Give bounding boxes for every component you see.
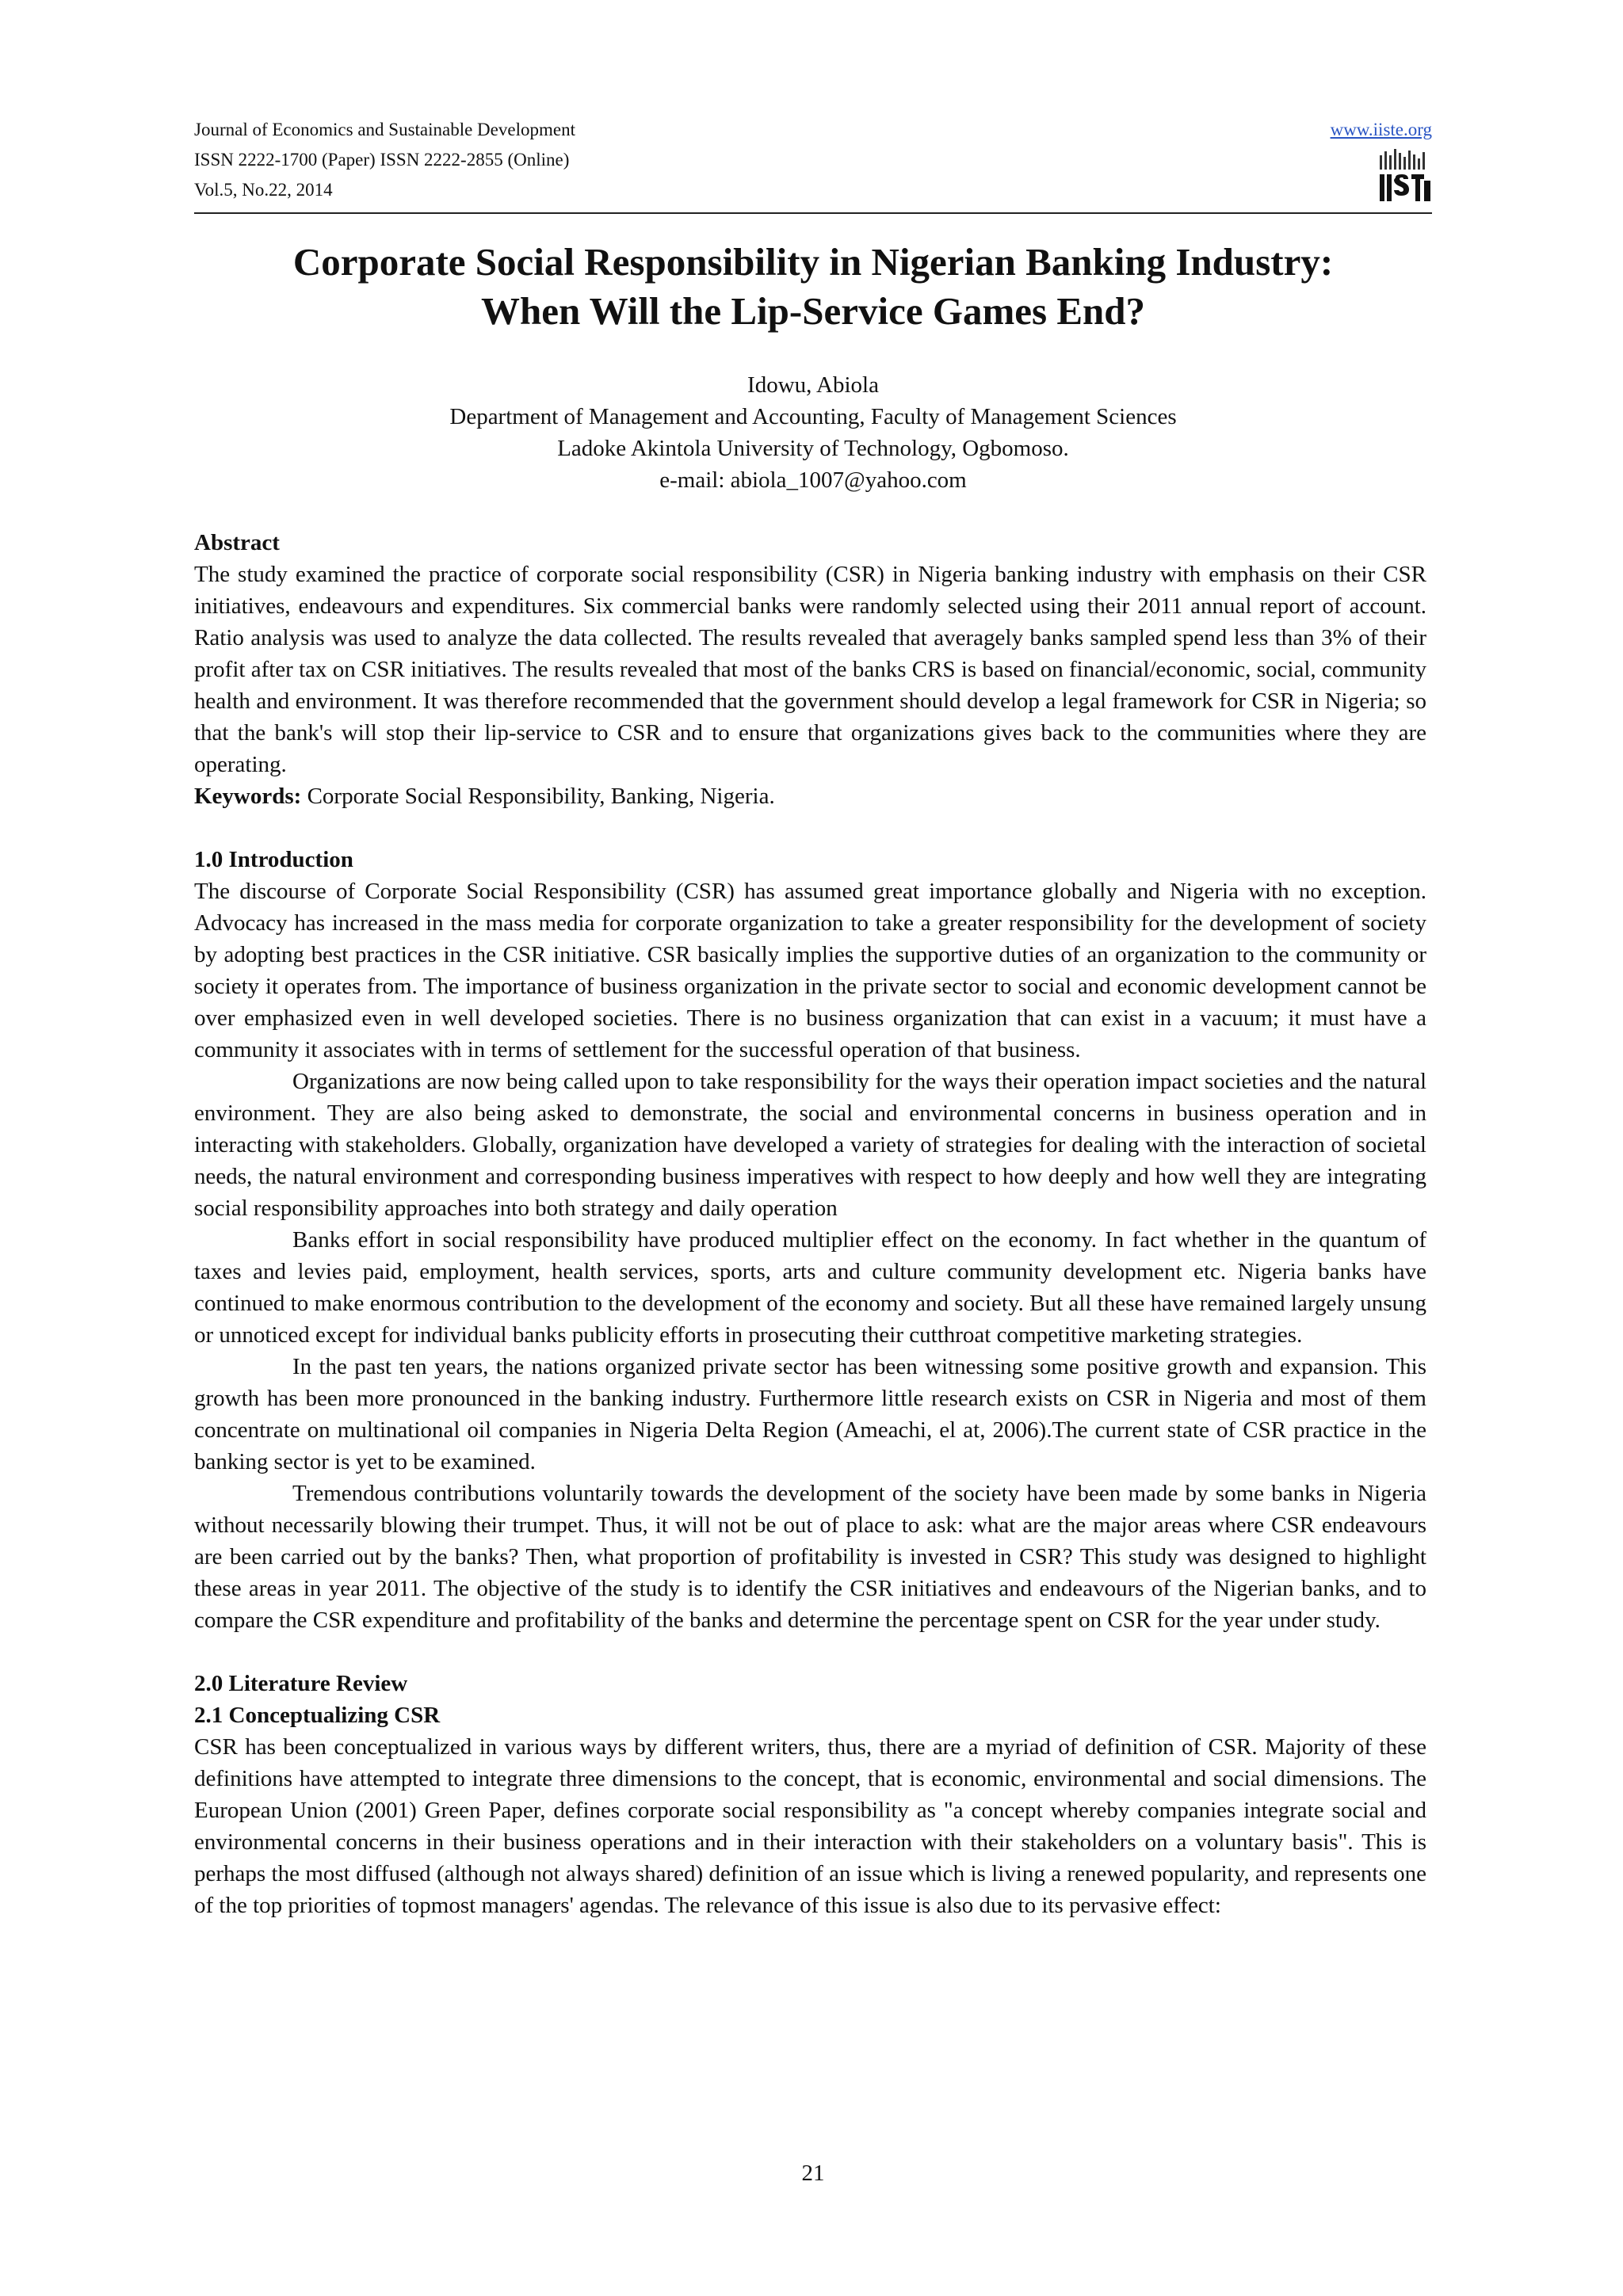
literature-heading: 2.0 Literature Review <box>194 1671 408 1696</box>
journal-issn: ISSN 2222-1700 (Paper) ISSN 2222-2855 (Online) <box>194 150 570 170</box>
journal-header <box>194 115 1432 205</box>
author-email: e-mail: abiola_1007@yahoo.com <box>659 467 967 493</box>
keywords-label: Keywords: <box>194 784 302 809</box>
author-department: Department of Management and Accounting, Faculty of Management Sciences <box>449 404 1177 429</box>
title-line-2: When Will the Lip-Service Games End? <box>480 289 1146 333</box>
paper-title <box>194 238 1432 336</box>
keywords-line <box>194 780 1426 812</box>
introduction-paragraph: Tremendous contributions voluntarily towards the development of the society have been made by some banks in Nigeria without necessarily blowing their trumpet. Thus, it will not be out of place to ask: what are the major areas where CSR endeavours are been carried out by the banks? Then, what proportion of profitability is invested in CSR? This study was designed to highlight these areas in year 2011. The objective of the study is to identify the CSR initiatives and endeavours of the Nigerian banks, and to compare the CSR expenditure and profitability of the banks and determine the percentage spent on CSR for the year under study. <box>194 1481 1426 1633</box>
journal-url-link[interactable]: www.iiste.org <box>1330 120 1432 139</box>
keywords-text: Corporate Social Responsibility, Banking, Nigeria. <box>301 784 775 809</box>
journal-name: Journal of Economics and Sustainable Development <box>194 120 575 139</box>
iiste-logo-icon <box>1377 149 1432 204</box>
title-line-1: Corporate Social Responsibility in Nigerian Banking Industry: <box>292 240 1334 284</box>
literature-subheading: 2.1 Conceptualizing CSR <box>194 1703 441 1728</box>
author-block <box>194 369 1432 496</box>
introduction-paragraph: Organizations are now being called upon to take responsibility for the ways their operation impact societies and the natural environment. They are also being asked to demonstrate, the social and environmental concerns in business operation and in interacting with stakeholders. Globally, organization have developed a variety of strategies for dealing with the interaction of societal needs, the natural environment and corresponding business imperatives with respect to how deeply and how well they are integrating social responsibility approaches into both strategy and daily operation <box>194 1069 1426 1221</box>
page-number: 21 <box>801 2161 825 2186</box>
journal-volume: Vol.5, No.22, 2014 <box>194 180 333 200</box>
introduction-heading: 1.0 Introduction <box>194 847 353 872</box>
paper-body <box>194 527 1426 1921</box>
introduction-paragraph: The discourse of Corporate Social Responsibility (CSR) has assumed great importance globally and Nigeria with no exception. Advocacy has increased in the mass media for corporate organization to take a greater responsibility for the development of society by adopting best practices in the CSR initiative. CSR basically implies the supportive duties of an organization to the community or society it operates from. The importance of business organization in the private sector to social and economic development cannot be over emphasized even in well developed societies. There is no business organization that can exist in a vacuum; it must have a community it associates with in terms of settlement for the successful operation of that business. <box>194 879 1426 1062</box>
abstract-text: The study examined the practice of corporate social responsibility (CSR) in Nigeria banking industry with emphasis on their CSR initiatives, endeavours and expenditures. Six commercial banks were randomly selected using their 2011 annual report of account. Ratio analysis was used to analyze the data collected. The results revealed that averagely banks sampled spend less than 3% of their profit after tax on CSR initiatives. The results revealed that most of the banks CRS is based on financial/economic, social, community health and environment. It was therefore recommended that the government should develop a legal framework for CSR in Nigeria; so that the bank's will stop their lip-service to CSR and to ensure that organizations gives back to the communities where they are operating. <box>194 562 1426 777</box>
introduction-paragraph: In the past ten years, the nations organized private sector has been witnessing some positive growth and expansion. This growth has been more pronounced in the banking industry. Furthermore little research exists on CSR in Nigeria and most of them concentrate on multinational oil companies in Nigeria Delta Region (Ameachi, el at, 2006).The current state of CSR practice in the banking sector is yet to be examined. <box>194 1354 1426 1474</box>
author-university: Ladoke Akintola University of Technology, Ogbomoso. <box>557 436 1069 461</box>
author-name: Idowu, Abiola <box>747 372 879 398</box>
literature-paragraph: CSR has been conceptualized in various ways by different writers, thus, there are a myriad of definition of CSR. Majority of these definitions have attempted to integrate three dimensions to the concept, that is economic, environmental and social dimensions. The European Union (2001) Green Paper, defines corporate social responsibility as "a concept whereby companies integrate social and environmental concerns in their business operations and in their interaction with their stakeholders on a voluntary basis". This is perhaps the most diffused (although not always shared) definition of an issue which is living a renewed popularity, and represents one of the top priorities of topmost managers' agendas. The relevance of this issue is also due to its pervasive effect: <box>194 1734 1426 1918</box>
abstract-heading: Abstract <box>194 530 280 555</box>
introduction-paragraph: Banks effort in social responsibility have produced multiplier effect on the economy. In fact whether in the quantum of taxes and levies paid, employment, health services, sports, arts and culture community development etc. Nigeria banks have continued to make enormous contribution to the development of the economy and society. But all these have remained largely unsung or unnoticed except for individual banks publicity efforts in prosecuting their cutthroat competitive marketing strategies. <box>194 1227 1426 1348</box>
header-divider <box>194 212 1432 214</box>
